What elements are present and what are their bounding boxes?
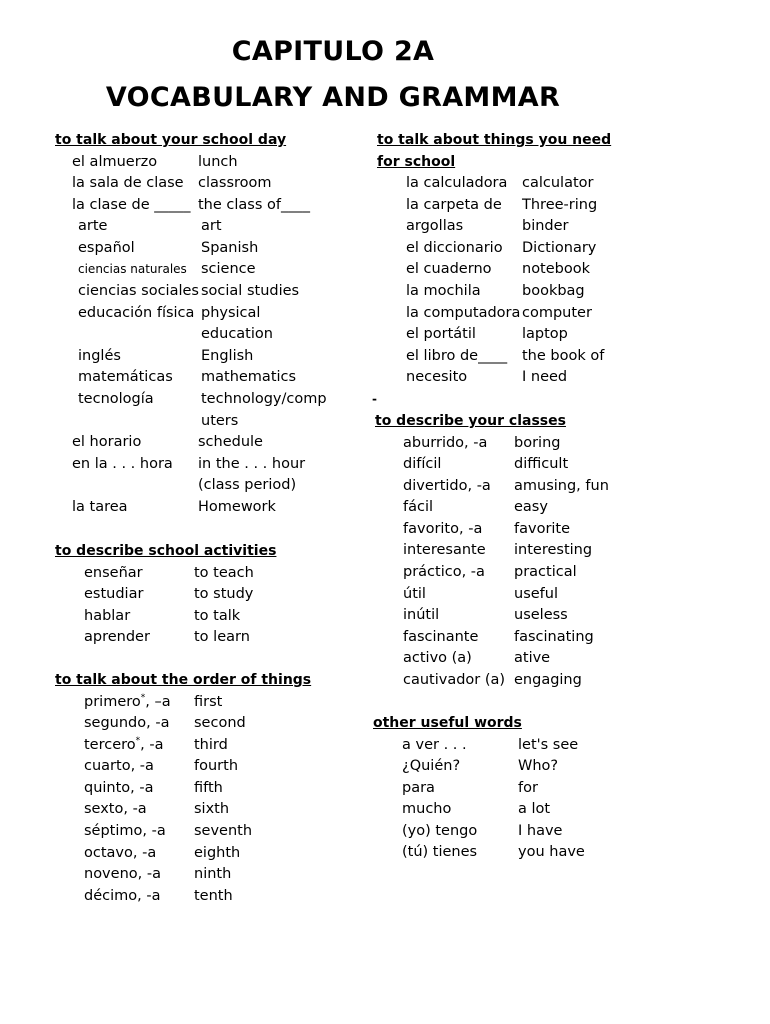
english-translation: useful — [514, 585, 558, 602]
vocab-row — [55, 497, 286, 519]
vocab-row — [377, 324, 611, 346]
spanish-term: segundo, -a — [84, 715, 170, 732]
vocab-row — [375, 562, 577, 584]
vocab-row — [55, 324, 286, 346]
english-translation: uters — [201, 412, 239, 429]
spanish-term: (tú) tienes — [402, 844, 478, 861]
section-school-day — [55, 130, 327, 519]
spanish-term: sexto, -a — [84, 801, 147, 818]
vocab-row — [373, 821, 563, 843]
vocab-row — [55, 454, 306, 476]
vocab-row — [55, 821, 311, 843]
english-translation: to study — [194, 586, 254, 603]
spanish-term: inútil — [403, 607, 440, 624]
spanish-term: difícil — [403, 456, 442, 473]
spanish-term: interesante — [403, 542, 486, 559]
english-translation: third — [194, 736, 228, 753]
vocab-row — [55, 563, 276, 585]
english-translation: Spanish — [201, 239, 259, 256]
spanish-term: la sala de clase — [72, 175, 184, 192]
vocab-row — [55, 756, 311, 778]
english-translation: fourth — [194, 758, 239, 775]
vocab-row — [375, 627, 594, 649]
vocab-row — [55, 152, 286, 174]
spanish-term: educación física — [78, 304, 195, 321]
english-translation: a lot — [518, 801, 551, 818]
english-translation: lunch — [198, 153, 238, 170]
section-heading: other useful words — [373, 715, 522, 731]
english-translation: eighth — [194, 844, 241, 861]
english-translation: useless — [514, 607, 568, 624]
spanish-term: noveno, -a — [84, 866, 161, 883]
english-translation: binder — [522, 218, 569, 235]
vocab-row — [377, 238, 611, 260]
vocab-row — [55, 389, 327, 411]
spanish-term: fácil — [403, 499, 434, 516]
vocab-row — [55, 692, 311, 714]
spanish-term: (yo) tengo — [402, 822, 478, 839]
vocab-row — [55, 606, 276, 628]
spanish-term: para — [402, 779, 435, 796]
section-heading: to talk about things you need — [377, 132, 612, 148]
vocab-row — [55, 303, 286, 325]
english-translation: Homework — [198, 499, 276, 515]
section-classes — [375, 411, 609, 692]
vocab-row — [375, 605, 566, 627]
vocab-row — [377, 173, 611, 195]
english-translation: the class of____ — [198, 196, 310, 213]
spanish-term: ciencias sociales — [78, 283, 199, 300]
spanish-term: español — [78, 239, 135, 256]
vocab-row — [375, 476, 609, 498]
english-translation: notebook — [522, 261, 591, 278]
page-title-line1: CAPITULO 2A — [231, 36, 435, 67]
asterisk-note: * — [140, 692, 146, 703]
english-translation: seventh — [194, 823, 253, 840]
english-translation: fifth — [194, 779, 223, 796]
vocab-row — [373, 756, 559, 778]
vocab-row — [375, 670, 582, 692]
vocab-row — [55, 778, 311, 800]
english-translation: (class period) — [198, 477, 297, 494]
spanish-term: divertido, -a — [403, 477, 491, 494]
section-activities — [55, 541, 276, 649]
english-translation: art — [201, 218, 222, 235]
spanish-term: cautivador (a) — [403, 672, 506, 689]
english-translation: schedule — [198, 434, 263, 451]
english-translation: Three-ring — [522, 196, 598, 213]
spanish-term: útil — [403, 585, 426, 602]
spanish-term: enseñar — [84, 564, 143, 581]
english-translation: fascinating — [514, 628, 594, 645]
vocab-row — [55, 195, 310, 217]
vocab-row — [377, 259, 611, 281]
spanish-term: fascinante — [403, 628, 479, 645]
vocab-list — [55, 152, 327, 519]
english-translation: first — [194, 693, 223, 710]
english-translation: science — [201, 261, 256, 278]
english-translation: ninth — [194, 866, 232, 883]
vocab-row — [377, 303, 611, 325]
vocab-list — [55, 692, 311, 908]
english-translation: sixth — [194, 801, 230, 818]
stray-dash: - — [372, 392, 377, 406]
english-translation: for — [518, 779, 538, 796]
vocab-row — [55, 886, 311, 908]
spanish-term: el almuerzo — [72, 153, 158, 170]
spanish-term: aprender — [84, 629, 150, 646]
section-things-needed — [377, 130, 611, 389]
vocab-row — [55, 584, 276, 606]
spanish-term: octavo, -a — [84, 844, 157, 861]
spanish-term: la calculadora — [406, 175, 508, 191]
english-translation: education — [201, 326, 273, 343]
english-translation: laptop — [522, 326, 568, 343]
page-title-line2: VOCABULARY AND GRAMMAR — [105, 82, 561, 113]
spanish-term: la mochila — [406, 282, 481, 299]
english-translation: the book of — [522, 347, 605, 364]
spanish-term: el cuaderno — [406, 261, 492, 278]
english-translation: tenth — [194, 887, 233, 904]
vocab-row — [373, 735, 579, 757]
asterisk-note: * — [135, 735, 141, 746]
spanish-term: práctico, -a — [403, 564, 485, 581]
section-heading: to talk about the order of things — [55, 672, 312, 688]
spanish-term: hablar — [84, 607, 131, 624]
spanish-term: cuarto, -a — [84, 758, 154, 775]
vocab-row — [377, 195, 611, 217]
spanish-term: arte — [78, 218, 108, 235]
vocab-row — [373, 842, 585, 864]
english-translation: social studies — [201, 283, 300, 300]
spanish-term: inglés — [78, 347, 121, 364]
vocab-row — [55, 627, 276, 649]
vocab-row — [375, 584, 566, 606]
vocab-list — [55, 563, 276, 649]
vocab-row — [375, 497, 566, 519]
vocab-row — [55, 259, 286, 281]
vocab-row — [55, 173, 286, 195]
english-translation: to learn — [194, 629, 250, 646]
english-translation: bookbag — [522, 282, 585, 299]
vocab-list — [377, 173, 611, 389]
spanish-term: séptimo, -a — [84, 823, 166, 840]
spanish-term: favorito, -a — [403, 520, 483, 537]
english-translation: I have — [518, 822, 563, 839]
spanish-term: el libro de____ — [406, 347, 508, 364]
english-translation: Dictionary — [522, 239, 597, 256]
spanish-term: en la . . . hora — [72, 455, 173, 472]
vocab-row — [377, 367, 611, 389]
english-translation: amusing, fun — [514, 477, 609, 494]
vocab-list — [375, 433, 609, 692]
english-translation: classroom — [198, 175, 272, 192]
spanish-term: ¿Quién? — [402, 758, 461, 775]
english-translation: to teach — [194, 564, 254, 581]
spanish-term: tecnología — [78, 391, 154, 408]
english-translation: mathematics — [201, 369, 297, 386]
spanish-term: argollas — [406, 218, 464, 235]
vocab-row — [375, 433, 566, 455]
english-translation: let's see — [518, 736, 579, 753]
spanish-term: ciencias naturales — [78, 262, 187, 277]
english-translation: favorite — [514, 520, 571, 537]
spanish-term: el horario — [72, 434, 142, 451]
spanish-term: estudiar — [84, 586, 144, 603]
english-translation: practical — [514, 564, 577, 581]
english-translation: engaging — [514, 672, 582, 689]
section-heading: to describe your classes — [375, 413, 566, 429]
vocab-row — [55, 713, 311, 735]
english-translation: English — [201, 347, 254, 364]
vocab-row — [55, 843, 311, 865]
spanish-term: necesito — [406, 369, 468, 386]
english-translation: you have — [518, 844, 585, 861]
spanish-term: tercero*, -a — [84, 735, 164, 753]
spanish-term: la tarea — [72, 499, 128, 515]
section-order — [55, 670, 311, 907]
english-translation: calculator — [522, 175, 594, 191]
vocab-row — [55, 432, 286, 454]
vocab-row — [55, 864, 311, 886]
section-heading-continued: for school — [377, 153, 456, 170]
english-translation: interesting — [514, 542, 593, 559]
section-heading: to talk about your school day — [55, 132, 287, 148]
english-translation: I need — [522, 369, 568, 386]
english-translation: physical — [201, 304, 261, 321]
section-heading: to describe school activities — [55, 543, 277, 559]
vocab-row — [55, 475, 297, 497]
spanish-term: activo (a) — [403, 650, 472, 667]
vocab-row — [375, 540, 593, 562]
spanish-term: quinto, -a — [84, 779, 154, 796]
vocab-row — [377, 216, 611, 238]
spanish-term: décimo, -a — [84, 887, 161, 904]
spanish-term: mucho — [402, 801, 452, 818]
vocab-list — [373, 735, 585, 865]
vocab-row — [55, 346, 286, 368]
vocab-row — [55, 799, 311, 821]
spanish-term: el portátil — [406, 326, 476, 343]
vocab-row — [373, 778, 538, 800]
vocab-row — [377, 281, 611, 303]
english-translation: second — [194, 715, 246, 732]
english-translation: technology/comp — [201, 391, 327, 408]
vocab-row — [55, 735, 311, 757]
vocab-row — [55, 238, 286, 260]
vocab-row — [55, 367, 297, 389]
vocab-row — [373, 799, 551, 821]
english-translation: in the . . . hour — [198, 455, 306, 472]
spanish-term: a ver . . . — [402, 736, 467, 753]
vocab-row — [377, 346, 611, 368]
spanish-term: matemáticas — [78, 369, 173, 386]
vocab-row — [55, 411, 286, 433]
spanish-term: aburrido, -a — [403, 434, 488, 451]
spanish-term: la computadora — [406, 304, 521, 321]
english-translation: difficult — [514, 456, 569, 473]
english-translation: boring — [514, 434, 561, 451]
spanish-term: primero*, –a — [84, 692, 171, 710]
vocab-row — [55, 281, 300, 303]
vocab-row — [375, 648, 566, 670]
spanish-term: la carpeta de — [406, 196, 502, 213]
english-translation: Who? — [518, 758, 559, 775]
english-translation: computer — [522, 304, 592, 321]
vocab-row — [55, 216, 286, 238]
spanish-term: el diccionario — [406, 239, 503, 256]
section-useful-words — [373, 713, 585, 864]
vocab-row — [375, 519, 571, 541]
english-translation: ative — [514, 650, 551, 667]
english-translation: easy — [514, 499, 548, 516]
spanish-term: la clase de _____ — [72, 196, 191, 213]
vocab-row — [375, 454, 569, 476]
english-translation: to talk — [194, 607, 241, 624]
